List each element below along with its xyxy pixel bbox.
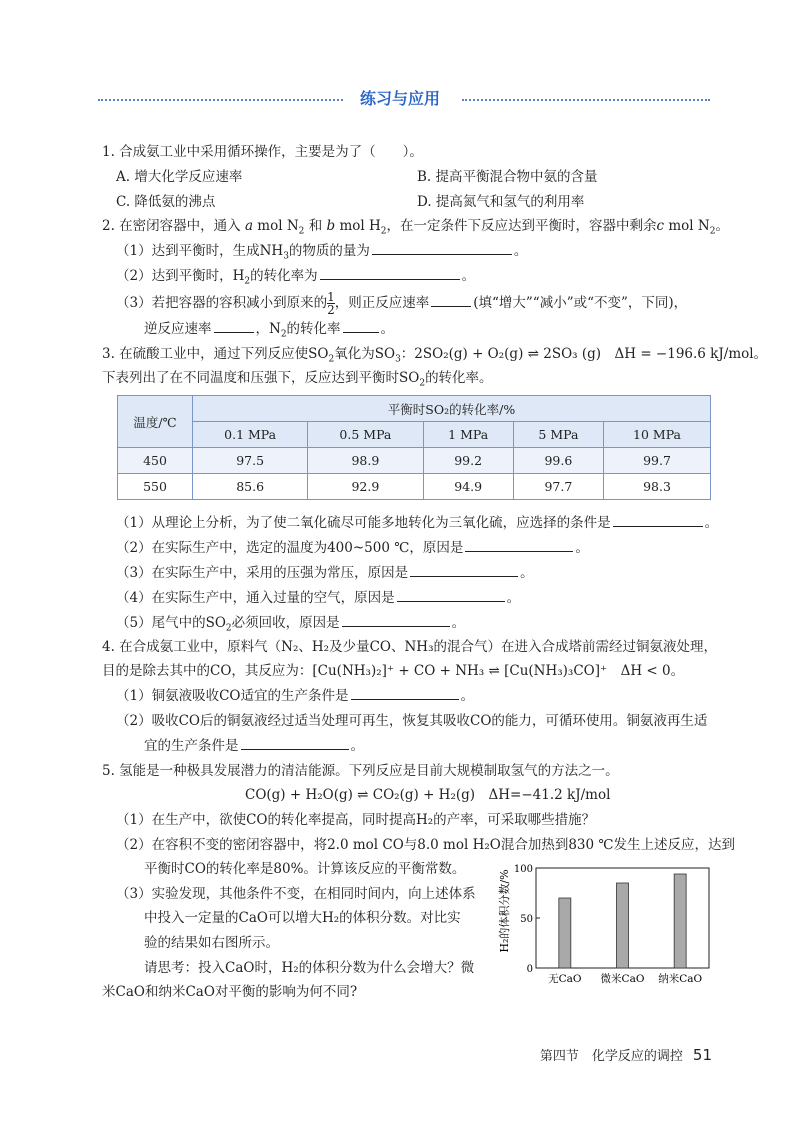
q2-stem: 2. 在密闭容器中，通入 a mol $N_2$ 和 b mol $H_2$，在一定条件下反应达到平衡时，容器中剩余c mol $N_2$。: [102, 218, 729, 237]
table-row: [118, 474, 711, 500]
bar: [674, 874, 686, 968]
table-header-cell: 10 MPa: [604, 422, 711, 448]
x-category-label: 微米CaO: [600, 973, 645, 985]
page-footer: [540, 1045, 712, 1064]
table-colgroup: 平衡时SO₂的转化率/%: [193, 396, 711, 422]
q3-part5: （5）尾气中的$SO_2$必须回收，原因是 。: [116, 615, 466, 634]
q3-stem: 3. 在硫酸工业中，通过下列反应使$SO_2$氧化为$SO_3$：2SO₂(g) + O₂(g) ⇌ 2SO₃ (g) ΔH = −196.6 kJ/mol。: [102, 346, 768, 365]
q1-stem: 1. 合成氨工业中采用循环操作，主要是为了（ ）。: [102, 144, 423, 160]
table-header-cell: 0.5 MPa: [308, 422, 423, 448]
q4-stem-line2: 目的是除去其中的CO，其反应为：[Cu(NH₃)₂]⁺ + CO + NH₃ ⇌ [Cu(NH₃)₃CO]⁺ ΔH < 0。: [102, 663, 685, 679]
q5-part3-line3: 验的结果如右图所示。: [144, 935, 279, 951]
x-category-label: 无CaO: [548, 973, 582, 985]
page-number: 51: [692, 1046, 712, 1064]
y-tick-label: 100: [513, 864, 533, 875]
table-cell: 99.7: [604, 448, 711, 474]
y-tick-label: 50: [520, 914, 533, 925]
table-cell: 97.7: [513, 474, 603, 500]
q3-part2: （2）在实际生产中，选定的温度为400~500 ℃，原因是 。: [116, 540, 589, 556]
q4-stem: 4. 在合成氨工业中，原料气（N₂、H₂及少量CO、NH₃的混合气）在进入合成塔前需经过铜氨液处理，: [102, 639, 717, 655]
q3-part3: （3）在实际生产中，采用的压强为常压，原因是 。: [116, 565, 534, 581]
table-cell: 85.6: [193, 474, 308, 500]
q3-part4: （4）在实际生产中，通入过量的空气，原因是 。: [116, 590, 521, 606]
table-cell: 92.9: [308, 474, 423, 500]
q3-part1: （1）从理论上分析，为了使二氧化硫尽可能多地转化为三氧化硫，应选择的条件是 。: [116, 515, 719, 531]
q5-part2: （2）在容积不变的密闭容器中，将2.0 mol CO与8.0 mol H₂O混合加热到830 ℃发生上述反应，达到: [116, 837, 735, 853]
q5-part2-cont: 平衡时CO的转化率是80%。计算该反应的平衡常数。: [144, 861, 466, 877]
q5-part3-line4: 请思考：投入CaO时，H₂的体积分数为什么会增大？微: [144, 960, 475, 976]
y-tick-label: 0: [526, 964, 533, 975]
page-title: 练习与应用: [359, 89, 440, 108]
table-header-cell: 5 MPa: [513, 422, 603, 448]
table-rowhead: 温度/℃: [118, 396, 193, 448]
bar: [559, 898, 571, 968]
q5-equation: CO(g) + H₂O(g) ⇌ CO₂(g) + H₂(g) ΔH=−41.2 kJ/mol: [245, 787, 611, 803]
table-cell: 99.6: [513, 448, 603, 474]
table-cell: 550: [118, 474, 193, 500]
chart-ylabel: H₂的体积分数/%: [498, 869, 511, 953]
q2-part2: （2）达到平衡时，$H_2$的转化率为 。: [116, 268, 476, 287]
q2-part1: （1）达到平衡时，生成$NH_3$的物质的量为 。: [116, 243, 528, 262]
q5-part3-line2: 中投入一定量的CaO可以增大H₂的体积分数。对比实: [144, 910, 461, 926]
bar: [617, 883, 629, 968]
footer-section: 第四节 化学反应的调控: [539, 1049, 683, 1064]
table-cell: 97.5: [193, 448, 308, 474]
table-cell: 94.9: [423, 474, 513, 500]
q5-part3: （3）实验发现，其他条件不变，在相同时间内，向上述体系: [116, 886, 476, 902]
q2-part3: （3）若把容器的容积减小到原来的 $\frac{1}{2}$ ，则正反应速率 (填“增大”“减小”或“不变”，下同)，: [116, 290, 688, 317]
q4-part1: （1）铜氨液吸收CO适宜的生产条件是 。: [116, 688, 474, 704]
h2-fraction-chart: [494, 856, 716, 992]
q5-part1: （1）在生产中，欲使CO的转化率提高，同时提高H₂的产率，可采取哪些措施？: [116, 812, 596, 828]
table-header-cell: 0.1 MPa: [193, 422, 308, 448]
table-header-cell: 1 MPa: [423, 422, 513, 448]
table-cell: 98.3: [604, 474, 711, 500]
q5-part3-line5: 米CaO和纳米CaO对平衡的影响为何不同?: [102, 984, 358, 1000]
q3-stem-line2: 下表列出了在不同温度和压强下，反应达到平衡时$SO_2$的转化率。: [102, 370, 493, 389]
table-cell: 99.2: [423, 448, 513, 474]
q4-part2-cont: 宜的生产条件是 。: [144, 738, 364, 754]
q1-option-d: D. 提高氮气和氢气的利用率: [417, 194, 585, 210]
q5-stem: 5. 氢能是一种极具发展潜力的清洁能源。下列反应是目前大规模制取氢气的方法之一。: [102, 763, 619, 779]
q1-option-b: B. 提高平衡混合物中氨的含量: [417, 169, 598, 185]
table-row: [118, 448, 711, 474]
q2-part3-cont: 逆反应速率 ，$N_2$的转化率 。: [144, 321, 395, 340]
q1-option-c: C. 降低氨的沸点: [116, 194, 216, 210]
table-cell: 450: [118, 448, 193, 474]
table-cell: 98.9: [308, 448, 423, 474]
q4-part2: （2）吸收CO后的铜氨液经过适当处理可再生，恢复其吸收CO的能力，可循环使用。铜氨液再生适: [116, 713, 708, 729]
conversion-table: [117, 395, 711, 500]
x-category-label: 纳米CaO: [658, 973, 703, 985]
q1-option-a: A. 增大化学反应速率: [116, 169, 243, 185]
